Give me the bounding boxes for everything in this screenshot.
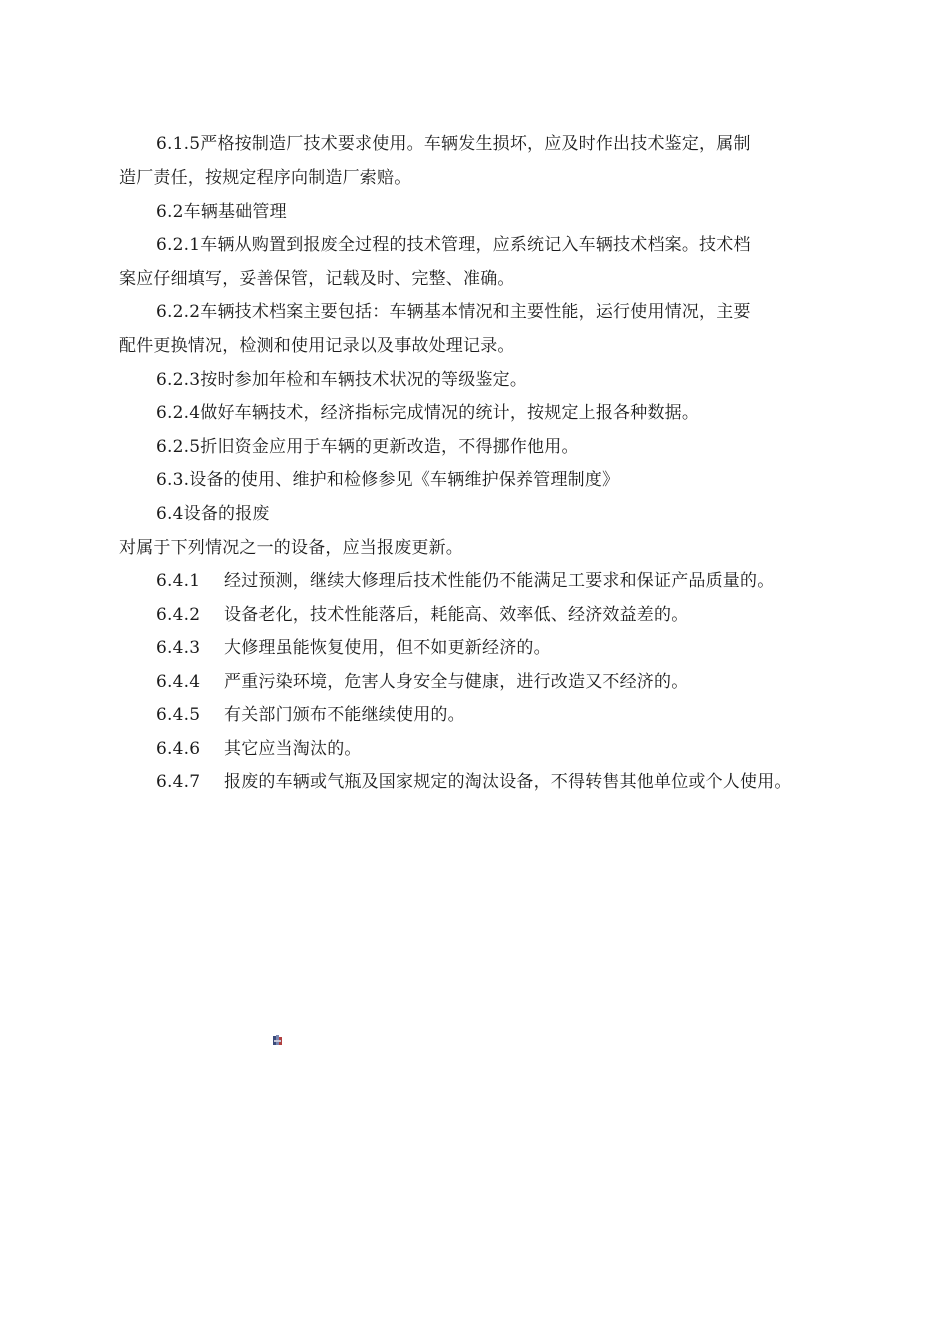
list-item-number: 6.4.4 [156, 672, 201, 692]
list-item-645 [156, 704, 465, 726]
paragraph-63: 6.3.设备的使用、维护和检修参见《车辆维护保养管理制度》 [156, 470, 620, 490]
paragraph-621-line-2: 案应仔细填写，妥善保管，记载及时、完整、准确。 [119, 269, 515, 289]
paragraph-615-line-1: 6.1.5严格按制造厂技术要求使用。车辆发生损坏，应及时作出技术鉴定，属制 [156, 134, 751, 154]
list-item-text: 经过预测，继续大修理后技术性能仍不能满足工要求和保证产品质量的。 [224, 571, 775, 591]
list-item-641 [156, 570, 774, 592]
list-item-643 [156, 637, 551, 659]
paragraph-622-line-2: 配件更换情况，检测和使用记录以及事故处理记录。 [119, 336, 515, 356]
list-item-646 [156, 738, 362, 760]
list-item-text: 严重污染环境，危害人身安全与健康，进行改造又不经济的。 [224, 672, 689, 692]
list-item-number: 6.4.5 [156, 705, 201, 725]
list-item-text: 有关部门颁布不能继续使用的。 [224, 705, 465, 725]
list-item-647 [156, 771, 792, 793]
list-item-number: 6.4.2 [156, 605, 201, 625]
section-heading-6-4: 6.4设备的报废 [156, 504, 270, 524]
paragraph-615-line-2: 造厂责任，按规定程序向制造厂索赔。 [119, 168, 412, 188]
paragraph-625: 6.2.5折旧资金应用于车辆的更新改造，不得挪作他用。 [156, 437, 579, 457]
paragraph-623: 6.2.3按时参加年检和车辆技术状况的等级鉴定。 [156, 370, 528, 390]
list-item-text: 其它应当淘汰的。 [224, 739, 362, 759]
paragraph-621-line-1: 6.2.1车辆从购置到报废全过程的技术管理，应系统记入车辆技术档案。技术档 [156, 235, 751, 255]
list-item-642 [156, 604, 688, 626]
list-item-text: 报废的车辆或气瓶及国家规定的淘汰设备，不得转售其他单位或个人使用。 [224, 772, 792, 792]
list-item-number: 6.4.3 [156, 638, 201, 658]
section-heading-6-2: 6.2车辆基础管理 [156, 202, 287, 222]
list-item-text: 大修理虽能恢复使用，但不如更新经济的。 [224, 638, 551, 658]
list-item-number: 6.4.6 [156, 739, 201, 759]
paragraph-622-line-1: 6.2.2车辆技术档案主要包括：车辆基本情况和主要性能，运行使用情况，主要 [156, 302, 751, 322]
small-image-mark-icon [272, 1034, 283, 1046]
paragraph-624: 6.2.4做好车辆技术，经济指标完成情况的统计，按规定上报各种数据。 [156, 403, 700, 423]
section-6-4-intro: 对属于下列情况之一的设备，应当报废更新。 [119, 538, 463, 558]
list-item-text: 设备老化，技术性能落后，耗能高、效率低、经济效益差的。 [224, 605, 689, 625]
list-item-number: 6.4.1 [156, 571, 201, 591]
list-item-number: 6.4.7 [156, 772, 201, 792]
list-item-644 [156, 671, 688, 693]
